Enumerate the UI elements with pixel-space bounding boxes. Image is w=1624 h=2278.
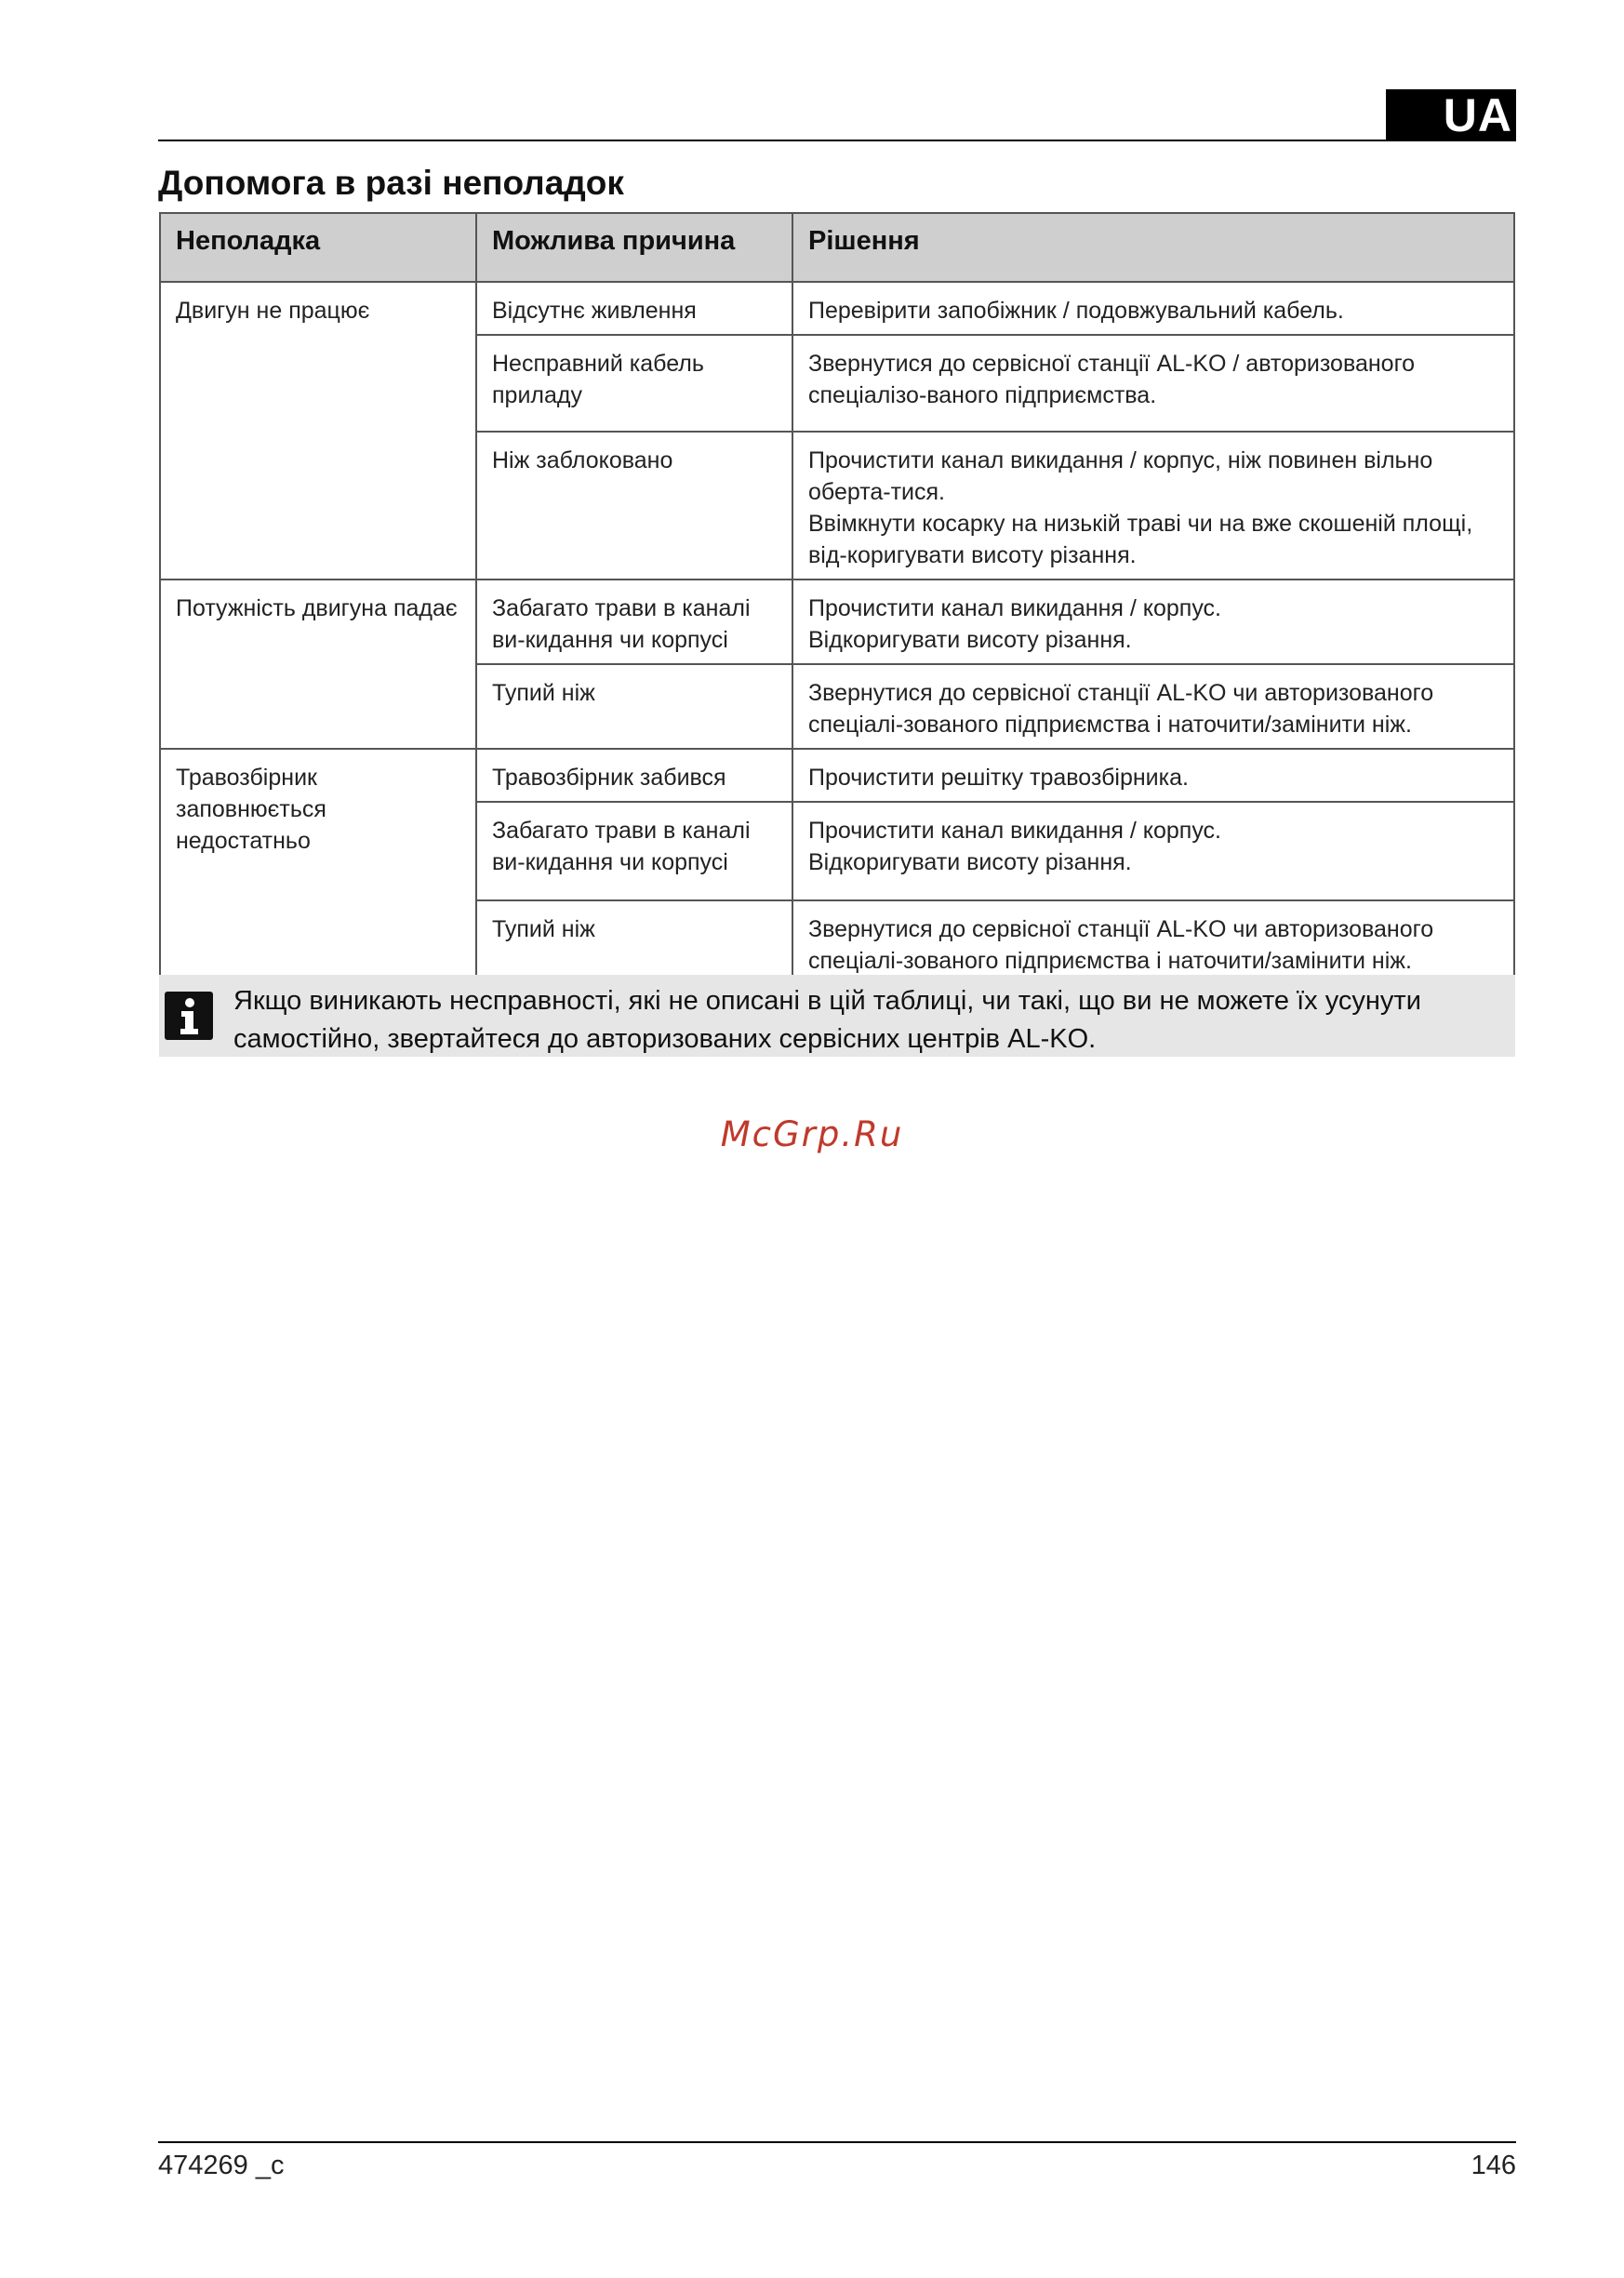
cause-cell: Забагато трави в каналі ви-кидання чи корпусі [476,802,792,900]
header-cause: Можлива причина [476,213,792,282]
footer-rule [158,2141,1516,2143]
problem-cell: Двигун не працює [160,282,476,579]
troubleshooting-table [159,212,1515,986]
header-solution: Рішення [792,213,1514,282]
cause-cell: Ніж заблоковано [476,432,792,579]
problem-cell: Потужність двигуна падає [160,579,476,749]
table-row [160,579,1514,664]
page-number: 146 [1471,2151,1516,2180]
cause-cell: Несправний кабель приладу [476,335,792,432]
table-row [160,282,1514,335]
solution-cell: Перевірити запобіжник / подовжувальний кабель. [792,282,1514,335]
solution-cell: Звернутися до сервісної станції AL-KO чи авторизованого спеціалі-зованого підприємства і наточити/замінити ніж. [792,900,1514,985]
solution-cell: Звернутися до сервісної станції AL-KO / авторизованого спеціалізо-ваного підприємства. [792,335,1514,432]
cause-cell: Відсутнє живлення [476,282,792,335]
cause-cell: Забагато трави в каналі ви-кидання чи корпусі [476,579,792,664]
solution-cell: Прочистити канал викидання / корпус, ніж повинен вільно оберта-тися. Ввімкнути косарку на низькій траві чи на вже скошеній площі, від-коригувати висоту різання. [792,432,1514,579]
doc-number: 474269 _c [158,2151,285,2180]
language-badge: UA [1386,89,1516,141]
solution-cell: Прочистити решітку травозбірника. [792,749,1514,802]
solution-cell: Звернутися до сервісної станції AL-KO чи авторизованого спеціалі-зованого підприємства і наточити/замінити ніж. [792,664,1514,749]
cause-cell: Тупий ніж [476,664,792,749]
table-row [160,749,1514,802]
cause-cell: Тупий ніж [476,900,792,985]
page-title: Допомога в разі неполадок [158,164,624,202]
info-text: Якщо виникають несправності, які не описані в цій таблиці, чи такі, що ви не можете їх усунути самостійно, звертайтеся до авторизованих сервісних центрів AL-KO. [233,986,1421,1054]
solution-cell: Прочистити канал викидання / корпус. Відкоригувати висоту різання. [792,579,1514,664]
info-note [159,975,1515,1057]
watermark: McGrp.Ru [720,1114,904,1154]
cause-cell: Травозбірник забився [476,749,792,802]
table-header-row [160,213,1514,282]
problem-cell: Травозбірник заповнюється недостатньо [160,749,476,985]
info-icon [165,992,213,1040]
header-rule [158,140,1388,141]
solution-cell: Прочистити канал викидання / корпус. Відкоригувати висоту різання. [792,802,1514,900]
header-problem: Неполадка [160,213,476,282]
